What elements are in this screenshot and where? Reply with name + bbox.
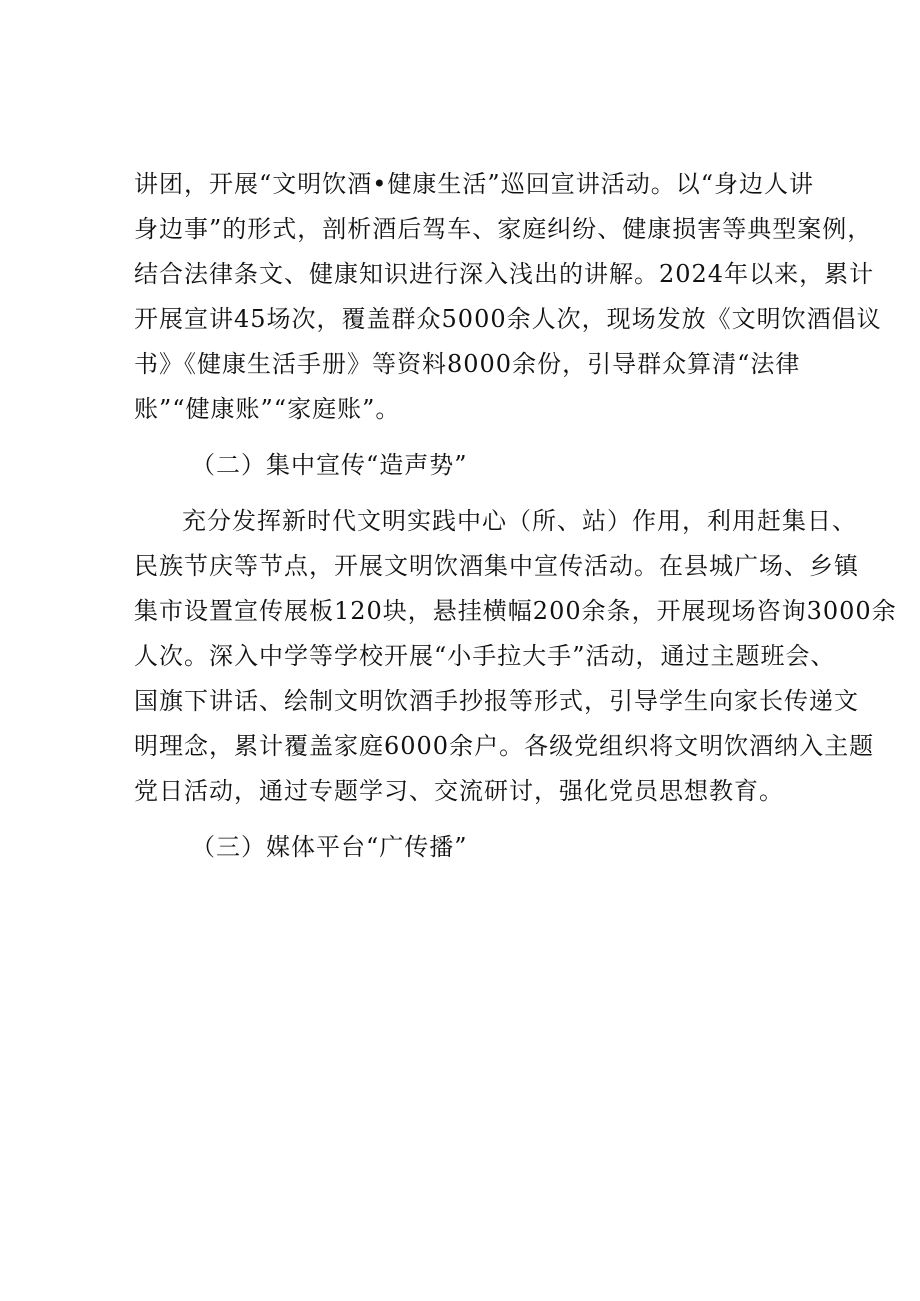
- paragraph-line: 人次。深入中学等学校开展“小手拉大手”活动，通过主题班会、: [134, 642, 836, 670]
- paragraph-line: 集市设置宣传展板120块，悬挂横幅200余条，开展现场咨询3000余: [134, 597, 897, 625]
- section-heading-2: （二）集中宣传“造声势”: [191, 451, 468, 479]
- paragraph-line: 结合法律条文、健康知识进行深入浅出的讲解。2024年以来，累计: [134, 260, 875, 288]
- section-heading-3: （三）媒体平台“广传播”: [191, 833, 468, 861]
- paragraph-line: 身边事”的形式，剖析酒后驾车、家庭纠纷、健康损害等典型案例，: [134, 215, 873, 243]
- paragraph-line: 民族节庆等节点，开展文明饮酒集中宣传活动。在县城广场、乡镇: [134, 552, 859, 580]
- paragraph-line: 明理念，累计覆盖家庭6000余户。各级党组织将文明饮酒纳入主题: [134, 732, 875, 760]
- paragraph-1: [134, 162, 882, 432]
- document-body: [134, 162, 897, 870]
- paragraph-line: 书》《健康生活手册》等资料8000余份，引导群众算清“法律: [134, 350, 801, 378]
- paragraph-line: 讲团，开展“文明饮酒•健康生活”巡回宣讲活动。以“身边人讲: [134, 170, 814, 198]
- paragraph-line: 开展宣讲45场次，覆盖群众5000余人次，现场发放《文明饮酒倡议: [134, 305, 882, 333]
- paragraph-line: 充分发挥新时代文明实践中心（所、站）作用，利用赶集日、: [182, 507, 857, 535]
- paragraph-line: 账”“健康账”“家庭账”。: [134, 395, 401, 423]
- paragraph-2: [134, 499, 897, 814]
- paragraph-line: 国旗下讲话、绘制文明饮酒手抄报等形式，引导学生向家长传递文: [134, 687, 859, 715]
- paragraph-line: 党日活动，通过专题学习、交流研讨，强化党员思想教育。: [134, 777, 784, 805]
